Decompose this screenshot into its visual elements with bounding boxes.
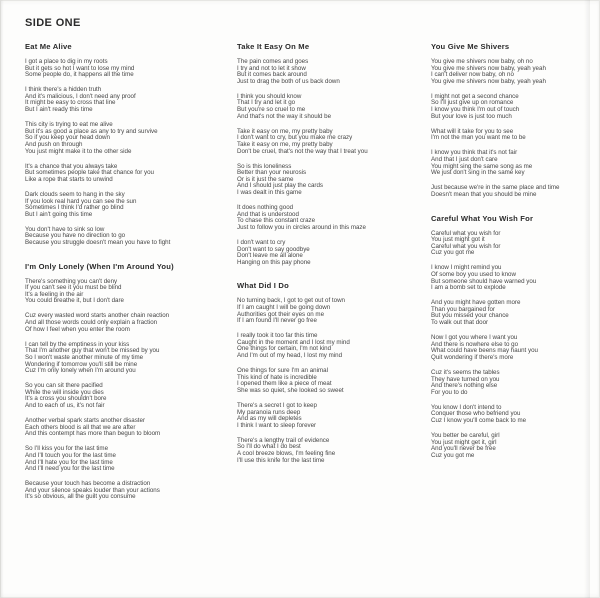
lyric-line: And this contempt has more than begun to bloom	[25, 430, 161, 438]
lyric-line: That I try and let it go	[237, 99, 296, 107]
lyric-line: But sometimes people take that chance for you	[25, 169, 154, 177]
lyric-line: Don't be cruel, that's not the way that I treat you	[237, 147, 368, 155]
lyric-line: There's a lengthy trail of evidence	[237, 436, 330, 444]
lyric-line: If I am found I'll never go free	[237, 317, 317, 325]
lyric-line: I know I might remind you	[431, 264, 502, 272]
lyric-line: You just might get it, girl	[431, 438, 497, 446]
lyric-line: And I should just play the cards	[237, 182, 323, 190]
lyric-line: Now I got you where I want you	[431, 334, 518, 342]
song-title: I'm Only Lonely (When I'm Around You)	[25, 261, 174, 271]
stanza	[237, 129, 429, 155]
lyric-line: Because you have no direction to go	[25, 232, 126, 240]
lyric-line: But someone should have warned you	[431, 277, 537, 285]
lyric-line: I'm not the man you want me to be	[431, 134, 526, 142]
lyric-line: Better than your neurosis	[237, 169, 307, 177]
lyric-line: Of how I feel when you enter the room	[25, 325, 130, 333]
stanza	[237, 240, 429, 266]
song-careful-what-you-wish-for	[431, 214, 593, 460]
song-title: Eat Me Alive	[25, 42, 72, 51]
lyric-line: Than you bargained for	[431, 305, 495, 313]
stanza	[25, 227, 237, 247]
lyric-line: It's a chance that you always take	[25, 162, 118, 170]
stanza	[25, 279, 237, 305]
song-title: You Give Me Shivers	[431, 42, 510, 51]
lyric-line: Take it easy on me, my pretty baby	[237, 140, 333, 148]
stanza	[237, 59, 429, 85]
lyric-line: But it's as good a place as any to try and survive	[25, 127, 158, 135]
stanza	[431, 129, 593, 142]
lyric-line: Like a rope that starts to unwind	[25, 175, 113, 183]
stanza	[237, 164, 429, 197]
song-title: Take It Easy On Me	[237, 42, 310, 51]
lyric-line: So you can sit there pacified	[25, 382, 103, 390]
lyrics-column	[237, 42, 429, 464]
lyric-line: We just don't sing in the same key	[431, 169, 525, 177]
lyric-line: I can't deliver now baby, oh no	[431, 71, 514, 79]
lyric-line: And there is nowhere else to go	[431, 340, 519, 348]
stanza	[431, 335, 593, 361]
lyric-line: You better be careful, girl	[431, 432, 500, 440]
lyric-line: So I'll just give up on romance	[431, 99, 514, 107]
lyric-line: And push on through	[25, 140, 83, 148]
stanza	[237, 333, 429, 359]
page-title: SIDE ONE	[25, 17, 81, 29]
stanza	[25, 122, 237, 155]
lyric-line: The pain comes and goes	[237, 58, 309, 65]
lyric-line: Doesn't mean that you should be mine	[431, 190, 537, 198]
lyric-line: Cuz every wasted word starts another chain reaction	[25, 312, 170, 320]
lyric-line: So I won't waste another minute of my time	[25, 353, 144, 361]
stanza	[25, 87, 237, 113]
lyric-line: And I'll need you for the last time	[25, 465, 115, 473]
lyric-line: But your love is just too much	[431, 112, 512, 120]
lyric-line: There's a secret I got to keep	[237, 401, 317, 409]
lyric-line: Take it easy on me, my pretty baby	[237, 127, 333, 135]
lyric-line: But it gets so hot I want to lose my mind	[25, 64, 135, 72]
lyric-line: Because you struggle doesn't mean you have to fight	[25, 238, 171, 246]
lyric-line: Just because we're in the same place and time	[431, 184, 560, 192]
lyric-line: So I'll do what I do best	[237, 443, 301, 451]
lyric-line: Some people do, it happens all the time	[25, 71, 134, 79]
lyric-line: What will it take for you to see	[431, 127, 514, 135]
lyric-line: Quit wondering if there's more	[431, 353, 514, 361]
lyric-line: But you're so cruel to me	[237, 106, 306, 114]
lyric-line: Cuz you got me	[431, 249, 475, 257]
lyric-line: Cuz I'm only lonely when I'm around you	[25, 367, 136, 375]
stanza	[431, 59, 593, 85]
stanza	[25, 481, 237, 501]
lyric-line: I can tell by the emptiness in your kiss	[25, 340, 130, 348]
lyric-line: You give me shivers now baby, yeah yeah	[431, 77, 546, 85]
lyric-line: So if you keep your head down	[25, 134, 110, 142]
lyric-line: It might be easy to cross that line	[25, 99, 116, 107]
lyric-line: Sometimes I think I'd rather go blind	[25, 204, 124, 212]
stanza	[431, 185, 593, 198]
stanza	[25, 383, 237, 409]
lyric-line: I know you think I'm out of touch	[431, 106, 520, 114]
stanza	[25, 59, 237, 79]
lyric-line: That I'm another guy that won't be missed by you	[25, 347, 160, 355]
lyric-line: And that I just don't care	[431, 156, 498, 164]
lyric-line: And you might have gotten more	[431, 299, 521, 307]
lyric-line: So is this loneliness	[237, 162, 292, 170]
lyric-line: What could have beens may haunt you	[431, 347, 538, 355]
lyric-line: If you can't see it you must be blind	[25, 284, 122, 292]
lyric-line: It does nothing good	[237, 204, 294, 212]
lyric-line: To walk out that door	[431, 319, 489, 327]
lyric-line: Dark clouds seem to hang in the sky	[25, 190, 125, 198]
lyric-line: This city is trying to eat me alive	[25, 121, 113, 129]
lyric-line: I don't want to cry, but you make me crazy	[237, 134, 353, 142]
lyric-line: While the will inside you dies	[25, 388, 104, 396]
stanza	[237, 205, 429, 231]
lyrics-column	[25, 42, 237, 501]
lyric-line: Authorities got their eyes on me	[237, 310, 325, 318]
lyric-line: They have turned on you	[431, 375, 500, 383]
stanza	[431, 231, 593, 257]
lyric-line: Because your touch has become a distraction	[25, 480, 151, 488]
lyric-line: And all those words could only explain a fraction	[25, 319, 158, 327]
lyrics-column	[431, 42, 593, 460]
lyric-line: Careful what you wish for	[431, 229, 501, 237]
stanza	[431, 405, 593, 425]
lyric-line: Just to follow you in circles around in this maze	[237, 223, 366, 231]
lyric-line: And I'll hate you for the last time	[25, 458, 113, 466]
lyric-line: And that's not the way it should be	[237, 112, 332, 120]
lyric-line: You could breathe it, but I don't dare	[25, 297, 124, 305]
lyric-line: But it comes back around	[237, 71, 307, 79]
lyric-line: One things for certain, I'm not kind	[237, 345, 332, 353]
stanza	[431, 150, 593, 176]
lyric-line: Caught in the moment and I lost my mind	[237, 338, 350, 346]
lyric-line: I was dealt in this game	[237, 189, 302, 196]
lyric-line: For you to do	[431, 388, 468, 396]
stanza	[25, 446, 237, 472]
lyric-line: And your silence speaks louder than your actions	[25, 486, 160, 494]
stanza	[237, 298, 429, 324]
lyric-line: I'll use this knife for the last time	[237, 456, 325, 464]
lyric-line: Conquer those who befriend you	[431, 410, 521, 418]
lyric-line: You just might got it	[431, 236, 485, 244]
lyric-line: Of some boy you used to know	[431, 270, 516, 278]
stanza	[25, 192, 237, 218]
stanza	[431, 265, 593, 291]
lyric-line: I think you should know	[237, 92, 302, 100]
stanza	[25, 342, 237, 375]
lyric-line: Don't want to say goodbye	[237, 245, 310, 253]
lyric-line: My paranoia runs deep	[237, 408, 301, 416]
lyric-line: I think I want to sleep forever	[237, 421, 317, 429]
lyric-line: So I'll kiss you for the last time	[25, 445, 109, 453]
lyric-line: But you missed your chance	[431, 312, 509, 320]
stanza	[25, 164, 237, 184]
lyric-line: I don't want to cry	[237, 238, 286, 246]
song-take-it-easy-on-me	[237, 42, 429, 266]
stanza	[431, 94, 593, 120]
lyric-line: A cool breeze blows, I'm feeling fine	[237, 450, 336, 458]
lyric-line: This kind of hate is incredible	[237, 373, 317, 381]
lyric-line: But I ain't going this time	[25, 210, 93, 218]
lyric-line: But I ain't ready this time	[25, 106, 93, 114]
lyric-line: You might sing the same song as me	[431, 162, 533, 170]
stanza	[237, 438, 429, 464]
lyric-line: And I'm out of my head, I lost my mind	[237, 352, 343, 359]
lyric-line: You don't have to sink so low	[25, 225, 105, 233]
lyric-line: Cuz you got me	[431, 451, 475, 459]
lyric-line: Or is it just the same	[237, 175, 294, 183]
lyric-line: If I am caught I will be going down	[237, 303, 331, 311]
song-title: What Did I Do	[237, 281, 289, 291]
stanza	[431, 370, 593, 396]
song-i-m-only-lonely-when-i-m-around-you	[25, 262, 237, 501]
stanza	[237, 94, 429, 120]
song-what-did-i-do	[237, 281, 429, 464]
lyric-line: Each others blood is all that we are after	[25, 423, 136, 431]
lyric-line: One things for sure I'm an animal	[237, 367, 328, 375]
stanza	[237, 403, 429, 429]
song-title: Careful What You Wish For	[431, 213, 534, 223]
lyric-line: And I'll touch you for the last time	[25, 451, 116, 459]
lyric-line: I think there's a hidden truth	[25, 86, 102, 94]
lyric-line: I know you think that it's not fair	[431, 149, 518, 157]
lyric-line: Cuz it's seems the tables	[431, 369, 500, 376]
stanza	[431, 433, 593, 459]
lyric-line: And that is understood	[237, 210, 299, 218]
lyric-line: Just to drag the both of us back down	[237, 77, 340, 85]
lyric-line: You just might make it to the other side	[25, 147, 132, 155]
lyric-line: Another verbal spark starts another disaster	[25, 417, 146, 425]
lyric-line: I opened them like a piece of meat	[237, 380, 332, 388]
lyric-line: And you'll never be free	[431, 445, 496, 453]
lyric-line: Don't leave me all alone	[237, 252, 303, 260]
lyric-line: There's something you can't deny	[25, 277, 118, 285]
lyric-line: I am a bomb set to explode	[431, 284, 506, 292]
lyric-line: I got a place to dig in my roots	[25, 58, 108, 65]
lyric-line: I really took it too far this time	[237, 332, 318, 340]
stanza	[431, 300, 593, 326]
lyric-line: Wondering if tomorrow you'll still be mine	[25, 360, 138, 368]
lyric-line: Careful what you wish for	[431, 242, 501, 250]
lyric-line: You know I don't intend to	[431, 403, 502, 411]
stanza	[25, 418, 237, 438]
lyric-line: And as my will depletes	[237, 415, 302, 423]
lyric-line: It's a feeling in the air	[25, 290, 84, 298]
lyric-line: I might not get a second chance	[431, 92, 519, 100]
lyric-line: And to each of us, it's not fair	[25, 401, 105, 409]
lyric-line: Hanging on this pay phone	[237, 258, 311, 266]
lyric-line: It's a cross you shouldn't bore	[25, 395, 107, 403]
lyric-line: And there's nothing else	[431, 382, 498, 390]
lyric-line: If you look real hard you can see the sun	[25, 197, 137, 205]
stanza	[25, 313, 237, 333]
lyric-line: Cuz I know you'll come back to me	[431, 417, 527, 425]
lyric-line: I try and not to let it show	[237, 64, 306, 72]
lyric-line: She was so quiet, she looked so sweet	[237, 386, 344, 394]
lyric-line: And it's malicious, I don't need any proof	[25, 92, 136, 100]
lyric-line: No turning back, I got to get out of town	[237, 297, 346, 305]
stanza	[237, 368, 429, 394]
lyric-line: You give me shivers now baby, oh no	[431, 58, 533, 65]
lyric-line: To chase this constant craze	[237, 217, 316, 225]
lyric-line: It's so obvious, all the guilt you consume	[25, 493, 136, 501]
lyric-line: You give me shivers now baby, yeah yeah	[431, 64, 546, 72]
song-eat-me-alive	[25, 42, 237, 247]
scan-edge-left	[0, 0, 4, 598]
song-you-give-me-shivers	[431, 42, 593, 199]
